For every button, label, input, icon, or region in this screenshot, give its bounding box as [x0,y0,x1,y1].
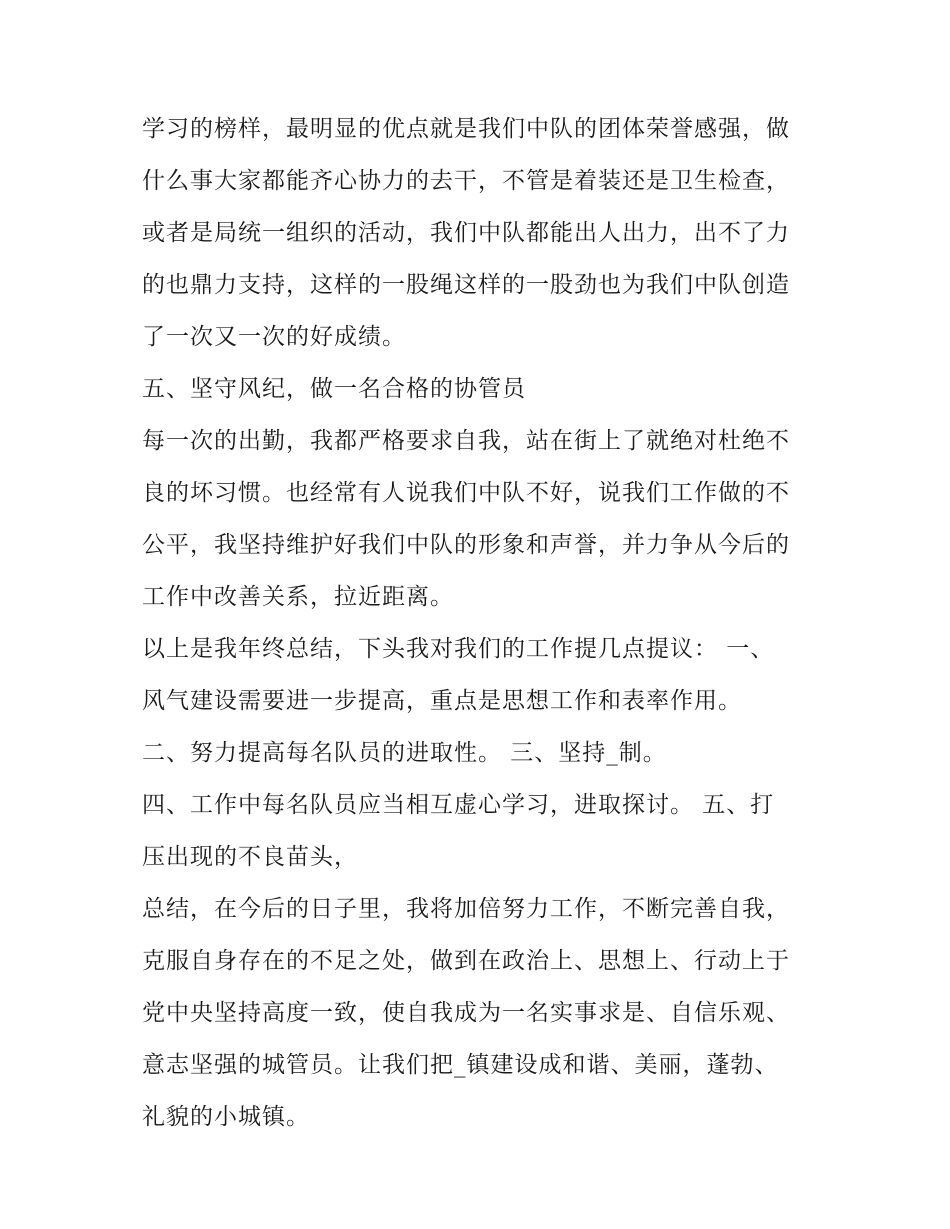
text-line: 意志坚强的城管员。让我们把_镇建设成和谐、美丽，蓬勃、 [142,1052,779,1078]
text-line: 以上是我年终总结，下头我对我们的工作提几点提议： 一、 [142,636,775,662]
text-line: 礼貌的小城镇。 [142,1104,310,1130]
document-body [142,103,832,1143]
text-line: 压出现的不良苗头， [142,844,358,870]
text-line: 的也鼎力支持，这样的一股绳这样的一股劲也为我们中队创造 [142,272,790,298]
text-line: 四、工作中每名队员应当相互虚心学习，进取探讨。 五、打 [142,792,775,818]
text-line: 学习的榜样，最明显的优点就是我们中队的团体荣誉感强，做 [142,116,790,142]
text-line: 工作中改善关系，拉近距离。 [142,584,454,610]
text-line: 风气建设需要进一步提高，重点是思想工作和表率作用。 [142,688,742,714]
text-line: 什么事大家都能齐心协力的去干，不管是着装还是卫生检查， [142,168,790,194]
text-line: 二、努力提高每名队员的进取性。 三、坚持_制。 [142,740,667,766]
text-line: 党中央坚持高度一致，使自我成为一名实事求是、自信乐观、 [142,1000,790,1026]
section-heading: 五、坚守风纪，做一名合格的协管员 [142,376,526,402]
text-line: 总结，在今后的日子里，我将加倍努力工作，不断完善自我， [142,896,790,922]
text-line: 公平，我坚持维护好我们中队的形象和声誉，并力争从今后的 [142,532,790,558]
text-line: 了一次又一次的好成绩。 [142,324,406,350]
text-line: 每一次的出勤，我都严格要求自我，站在街上了就绝对杜绝不 [142,428,790,454]
text-line: 良的坏习惯。也经常有人说我们中队不好，说我们工作做的不 [142,480,790,506]
text-line: 克服自身存在的不足之处，做到在政治上、思想上、行动上于 [142,948,790,974]
text-line: 或者是局统一组织的活动，我们中队都能出人出力，出不了力 [142,220,790,246]
